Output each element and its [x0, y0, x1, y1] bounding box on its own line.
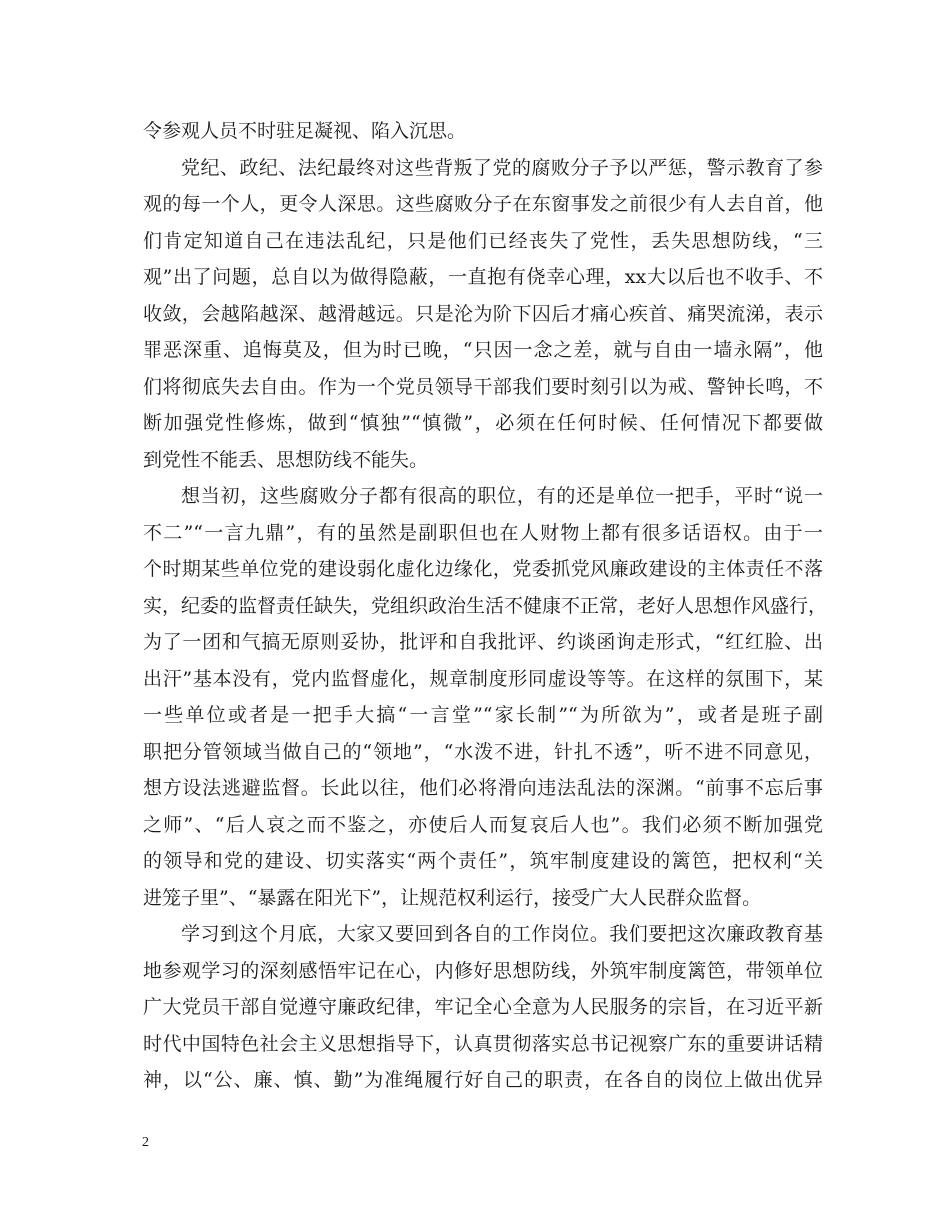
- text-line: 职把分管领域当做自己的“领地”，“水泼不进，针扎不透”，听不进不同意见，: [143, 740, 823, 763]
- text-line: 广大党员干部自觉遵守廉政纪律，牢记全心全意为人民服务的宗旨，在习近平新: [143, 996, 823, 1018]
- body-text: [143, 113, 828, 1099]
- text-line: 时代中国特色社会主义思想指导下，认真贯彻落实总书记视察广东的重要讲话精: [143, 1032, 823, 1055]
- text-line: 党纪、政纪、法纪最终对这些背叛了党的腐败分子予以严惩，警示教育了参: [181, 156, 823, 179]
- text-line: 不二”“一言九鼎”，有的虽然是副职但也在人财物上都有很多话语权。由于一: [143, 521, 823, 544]
- text-line: 到党性不能丢、思想防线不能失。: [143, 448, 429, 471]
- text-line: 的领导和党的建设、切实落实“两个责任”，筑牢制度建设的篱笆，把权利“关: [143, 850, 823, 872]
- text-line: 个时期某些单位党的建设弱化虚化边缘化，党委抓党风廉政建设的主体责任不落: [143, 558, 823, 580]
- text-line: 想方设法逃避监督。长此以往，他们必将滑向违法乱法的深渊。“前事不忘后事: [143, 777, 823, 799]
- text-line: 令参观人员不时驻足凝视、陷入沉思。: [143, 120, 467, 142]
- text-line: 学习到这个月底，大家又要回到各自的工作岗位。我们要把这次廉政教育基: [181, 923, 823, 945]
- text-line: 观”出了问题，总自以为做得隐蔽，一直抱有侥幸心理，xx大以后也不收手、不: [143, 266, 823, 288]
- text-line: 收敛，会越陷越深、越滑越远。只是沦为阶下囚后才痛心疾首、痛哭流涕，表示: [143, 302, 823, 325]
- text-line: 实，纪委的监督责任缺失，党组织政治生活不健康不正常，老好人思想作风盛行，: [143, 594, 828, 617]
- text-line: 之师”、“后人哀之而不鉴之，亦使后人而复哀后人也”。我们必须不断加强党: [143, 813, 823, 836]
- text-line: 为了一团和气搞无原则妥协，批评和自我批评、约谈函询走形式，“红红脸、出: [143, 631, 823, 653]
- text-line: 神，以“公、廉、慎、勤”为准绳履行好自己的职责，在各自的岗位上做出优异: [143, 1069, 823, 1091]
- text-line: 出汗”基本没有，党内监督虚化，规章制度形同虚设等等。在这样的氛围下，某: [143, 667, 823, 690]
- text-line: 想当初，这些腐败分子都有很高的职位，有的还是单位一把手，平时“说一: [181, 485, 823, 507]
- text-line: 进笼子里”、“暴露在阳光下”，让规范权利运行，接受广大人民群众监督。: [143, 886, 762, 909]
- text-line: 一些单位或者是一把手大搞“一言堂”“家长制”“为所欲为”，或者是班子副: [143, 704, 823, 726]
- text-line: 断加强党性修炼，做到“慎独”“慎微”，必须在任何时候、任何情况下都要做: [143, 412, 823, 434]
- text-line: 观的每一个人，更令人深思。这些腐败分子在东窗事发之前很少有人去自首，他: [143, 193, 823, 215]
- text-line: 罪恶深重、追悔莫及，但为时已晚，“只因一念之差，就与自由一墙永隔”，他: [143, 339, 823, 361]
- text-line: 地参观学习的深刻感悟牢记在心，内修好思想防线，外筑牢制度篱笆，带领单位: [143, 959, 823, 982]
- page-number: 2: [142, 1135, 149, 1150]
- text-line: 们肯定知道自己在违法乱纪，只是他们已经丧失了党性，丢失思想防线，“三: [143, 229, 823, 252]
- text-line: 们将彻底失去自由。作为一个党员领导干部我们要时刻引以为戒、警钟长鸣，不: [143, 375, 823, 398]
